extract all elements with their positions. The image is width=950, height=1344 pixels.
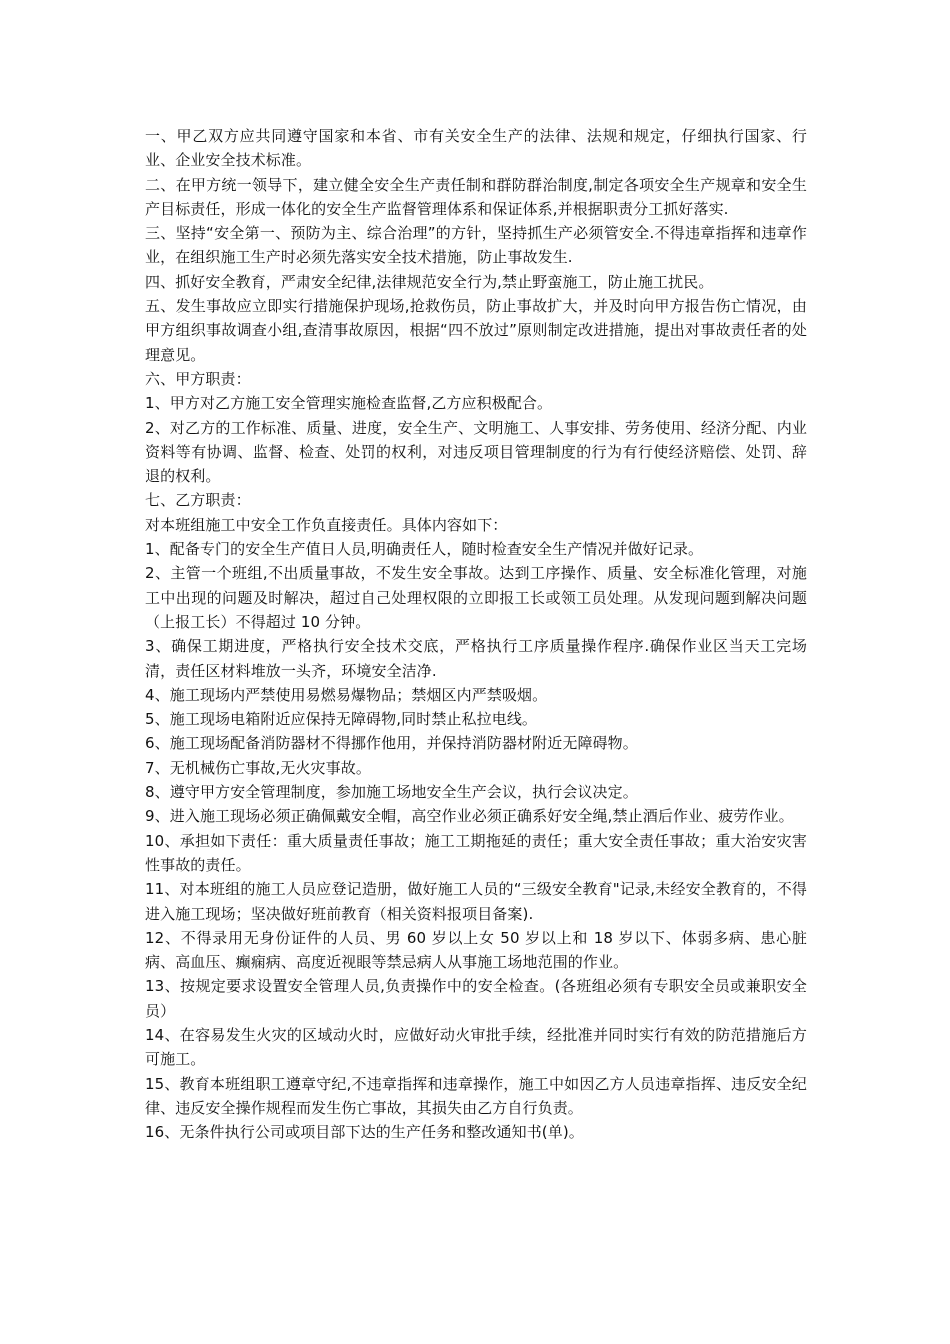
party-b-item-1: 1、配备专门的安全生产值日人员,明确责任人，随时检查安全生产情况并做好记录。 bbox=[145, 540, 704, 559]
party-b-item-3: 3、确保工期进度，严格执行安全技术交底，严格执行工序质量操作程序.确保作业区当天工完场清，责任区材料堆放一头齐，环境安全洁净. bbox=[145, 637, 807, 680]
section-heading-party-a: 六、甲方职责： bbox=[145, 369, 251, 388]
party-a-item-2: 2、对乙方的工作标准、质量、进度，安全生产、文明施工、人事安排、劳务使用、经济分配、内业资料等有协调、监督、检查、处罚的权利，对违反项目管理制度的行为有行使经济赔偿、处罚、辞退的权利。 bbox=[145, 418, 807, 486]
party-b-item-13: 13、按规定要求设置安全管理人员,负责操作中的安全检查。(各班组必须有专职安全员或兼职安全员） bbox=[145, 977, 807, 1020]
party-b-item-7: 7、无机械伤亡事故,无火灾事故。 bbox=[145, 758, 371, 777]
paragraph-3: 三、坚持“安全第一、预防为主、综合治理”的方针，坚持抓生产必须管安全.不得违章指挥和违章作业，在组织施工生产时必须先落实安全技术措施，防止事故发生. bbox=[145, 224, 807, 267]
paragraph-5: 五、发生事故应立即实行措施保护现场,抢救伤员，防止事故扩大，并及时向甲方报告伤亡情况，由甲方组织事故调查小组,查清事故原因，根据“四不放过”原则制定改进措施，提出对事故责任者的处理意见。 bbox=[145, 297, 807, 364]
party-b-item-12: 12、不得录用无身份证件的人员、男 60 岁以上女 50 岁以上和 18 岁以下、体弱多病、患心脏病、高血压、癫痫病、高度近视眼等禁忌病人从事施工场地范围的作业。 bbox=[145, 928, 807, 972]
party-b-item-2: 2、主管一个班组,不出质量事故，不发生安全事故。达到工序操作、质量、安全标准化管理，对施工中出现的问题及时解决，超过自己处理权限的立即报工长或领工员处理。从发现问题到解决问题（上报工长）不得超过 10 分钟。 bbox=[145, 564, 807, 631]
party-b-item-16: 16、无条件执行公司或项目部下达的生产任务和整改通知书(单)。 bbox=[145, 1123, 584, 1142]
document-body bbox=[145, 124, 807, 1144]
party-b-item-8: 8、遵守甲方安全管理制度，参加施工场地安全生产会议，执行会议决定。 bbox=[145, 783, 638, 802]
paragraph-1: 一、甲乙双方应共同遵守国家和本省、市有关安全生产的法律、法规和规定，仔细执行国家、行业、企业安全技术标准。 bbox=[145, 127, 807, 170]
paragraph-4: 四、抓好安全教育，严肃安全纪律,法律规范安全行为,禁止野蛮施工，防止施工扰民。 bbox=[145, 272, 714, 291]
party-b-item-6: 6、施工现场配备消防器材不得挪作他用，并保持消防器材附近无障碍物。 bbox=[145, 734, 638, 753]
party-b-item-5: 5、施工现场电箱附近应保持无障碍物,同时禁止私拉电线。 bbox=[145, 710, 538, 729]
party-b-item-15: 15、教育本班组职工遵章守纪,不违章指挥和违章操作，施工中如因乙方人员违章指挥、违反安全纪律、违反安全操作规程而发生伤亡事故，其损失由乙方自行负责。 bbox=[145, 1074, 807, 1117]
section-heading-party-b: 七、乙方职责： bbox=[145, 491, 251, 510]
party-b-item-9: 9、进入施工现场必须正确佩戴安全帽，高空作业必须正确系好安全绳,禁止酒后作业、疲劳作业。 bbox=[145, 807, 794, 826]
party-b-item-10: 10、承担如下责任：重大质量责任事故；施工工期拖延的责任；重大安全责任事故；重大治安灾害性事故的责任。 bbox=[145, 831, 807, 874]
party-b-intro: 对本班组施工中安全工作负直接责任。具体内容如下： bbox=[145, 515, 508, 534]
party-b-item-4: 4、施工现场内严禁使用易燃易爆物品；禁烟区内严禁吸烟。 bbox=[145, 685, 548, 704]
party-b-item-14: 14、在容易发生火灾的区域动火时，应做好动火审批手续，经批准并同时实行有效的防范措施后方可施工。 bbox=[145, 1025, 807, 1069]
paragraph-2: 二、在甲方统一领导下，建立健全安全生产责任制和群防群治制度,制定各项安全生产规章和安全生产目标责任，形成一体化的安全生产监督管理体系和保证体系,并根据职责分工抓好落实. bbox=[145, 175, 807, 218]
party-b-item-11: 11、对本班组的施工人员应登记造册，做好施工人员的“三级安全教育"记录,未经安全教育的，不得进入施工现场；坚决做好班前教育（相关资料报项目备案). bbox=[145, 880, 807, 923]
party-a-item-1: 1、甲方对乙方施工安全管理实施检查监督,乙方应积极配合。 bbox=[145, 394, 553, 413]
